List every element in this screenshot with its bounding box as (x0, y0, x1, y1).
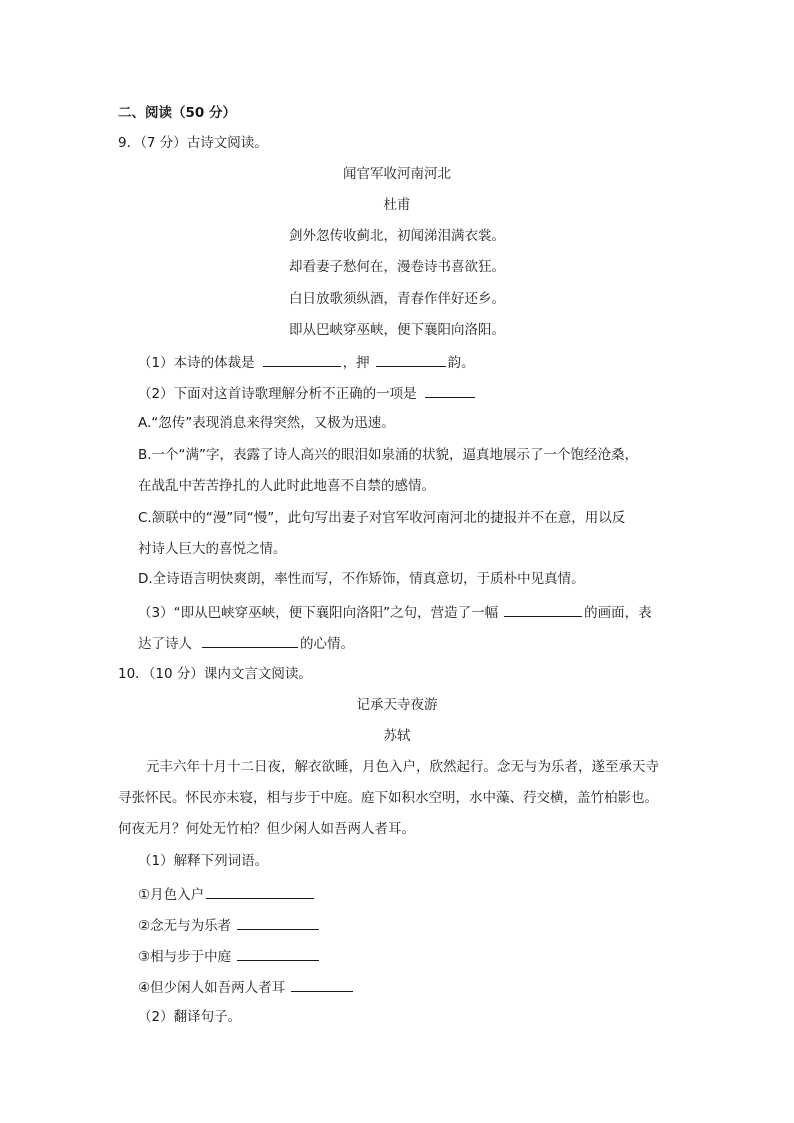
q10-item-2-text: ②念无与为乐者 (138, 918, 232, 934)
q9-sub3-line-2 (138, 633, 354, 653)
q10-item-2 (138, 915, 321, 935)
answer-blank-rhyme[interactable] (376, 352, 446, 367)
q9-sub3-post: 的画面，表 (584, 605, 652, 621)
answer-blank-choice[interactable] (425, 383, 475, 398)
poem-line-1: 剑外忽传收蓟北，初闻涕泪满衣裳。 (289, 228, 505, 244)
answer-blank-item-2[interactable] (237, 915, 319, 930)
q9-sub3-pre: （3）“即从巴峡穿巫峡，便下襄阳向洛阳”之句，营造了一幅 (138, 605, 499, 621)
q10-item-1-text: ①月色入户 (138, 887, 205, 903)
poem-line-2: 却看妻子愁何在，漫卷诗书喜欲狂。 (289, 259, 505, 275)
q9-sub3-line-1 (138, 602, 652, 622)
q9-sub1-post: 韵。 (447, 355, 475, 371)
q10-item-3-text: ③相与步于中庭 (138, 949, 232, 965)
poem-line-4: 即从巴峡穿巫峡，便下襄阳向洛阳。 (289, 322, 505, 338)
option-b-line-1: B.一个“满”字，表露了诗人高兴的眼泪如泉涌的状貌，逼真地展示了一个饱经沧桑， (138, 447, 639, 463)
answer-blank-genre[interactable] (263, 352, 341, 367)
option-c-line-2: 衬诗人巨大的喜悦之情。 (138, 541, 287, 557)
section-title: 二、阅读（50 分） (118, 105, 236, 121)
prose-para-line-2: 寻张怀民。怀民亦未寝，相与步于中庭。庭下如积水空明，水中藻、荇交横，盖竹柏影也。 (118, 790, 658, 806)
q10-sub2-stem: （2）翻译句子。 (138, 1009, 242, 1025)
option-d: D.全诗语言明快爽朗，率性而写，不作矫饰，情真意切，于质朴中见真情。 (138, 571, 585, 587)
poem-author: 杜甫 (383, 197, 411, 213)
q9-sub2 (138, 383, 477, 403)
q9-sub3-line2-post: 的心情。 (300, 636, 354, 652)
q10-item-3 (138, 946, 321, 966)
q9-sub1 (138, 352, 475, 372)
prose-para-line-3: 何夜无月？何处无竹柏？但少闲人如吾两人者耳。 (118, 821, 415, 837)
option-a: A.“忽传”表现消息来得突然，又极为迅速。 (138, 415, 395, 431)
q9-heading: 9．（7 分）古诗文阅读。 (118, 135, 268, 151)
poem-title: 闻官军收河南河北 (343, 166, 451, 182)
answer-blank-scene[interactable] (504, 602, 582, 617)
q9-sub3-line2-pre: 达了诗人 (138, 636, 192, 652)
q9-sub1-pre: （1）本诗的体裁是 (138, 355, 255, 371)
answer-blank-item-3[interactable] (237, 946, 319, 961)
q9-sub1-mid: ，押 (342, 355, 370, 371)
option-b-line-2: 在战乱中苦苦挣扎的人此时此地喜不自禁的感情。 (138, 478, 435, 494)
answer-blank-item-1[interactable] (206, 884, 314, 899)
q10-item-1 (138, 884, 316, 904)
q10-item-4-text: ④但少闲人如吾两人者耳 (138, 980, 286, 996)
answer-blank-item-4[interactable] (291, 977, 353, 992)
q9-sub2-stem: （2）下面对这首诗歌理解分析不正确的一项是 (138, 386, 417, 402)
prose-author: 苏轼 (383, 728, 411, 744)
prose-title: 记承天寺夜游 (356, 697, 438, 713)
option-c-line-1: C.颔联中的“漫”同“慢”，此句写出妻子对官军收河南河北的捷报并不在意，用以反 (138, 510, 626, 526)
poem-line-3: 白日放歌须纵酒，青春作伴好还乡。 (289, 291, 505, 307)
q10-item-4 (138, 977, 355, 997)
answer-blank-mood[interactable] (202, 633, 298, 648)
q10-sub1-stem: （1）解释下列词语。 (138, 853, 269, 869)
q10-heading: 10．（10 分）课内文言文阅读。 (118, 666, 312, 682)
prose-para-line-1: 元丰六年十月十二日夜，解衣欲睡，月色入户，欣然起行。念无与为乐者，遂至承天寺 (146, 759, 659, 775)
